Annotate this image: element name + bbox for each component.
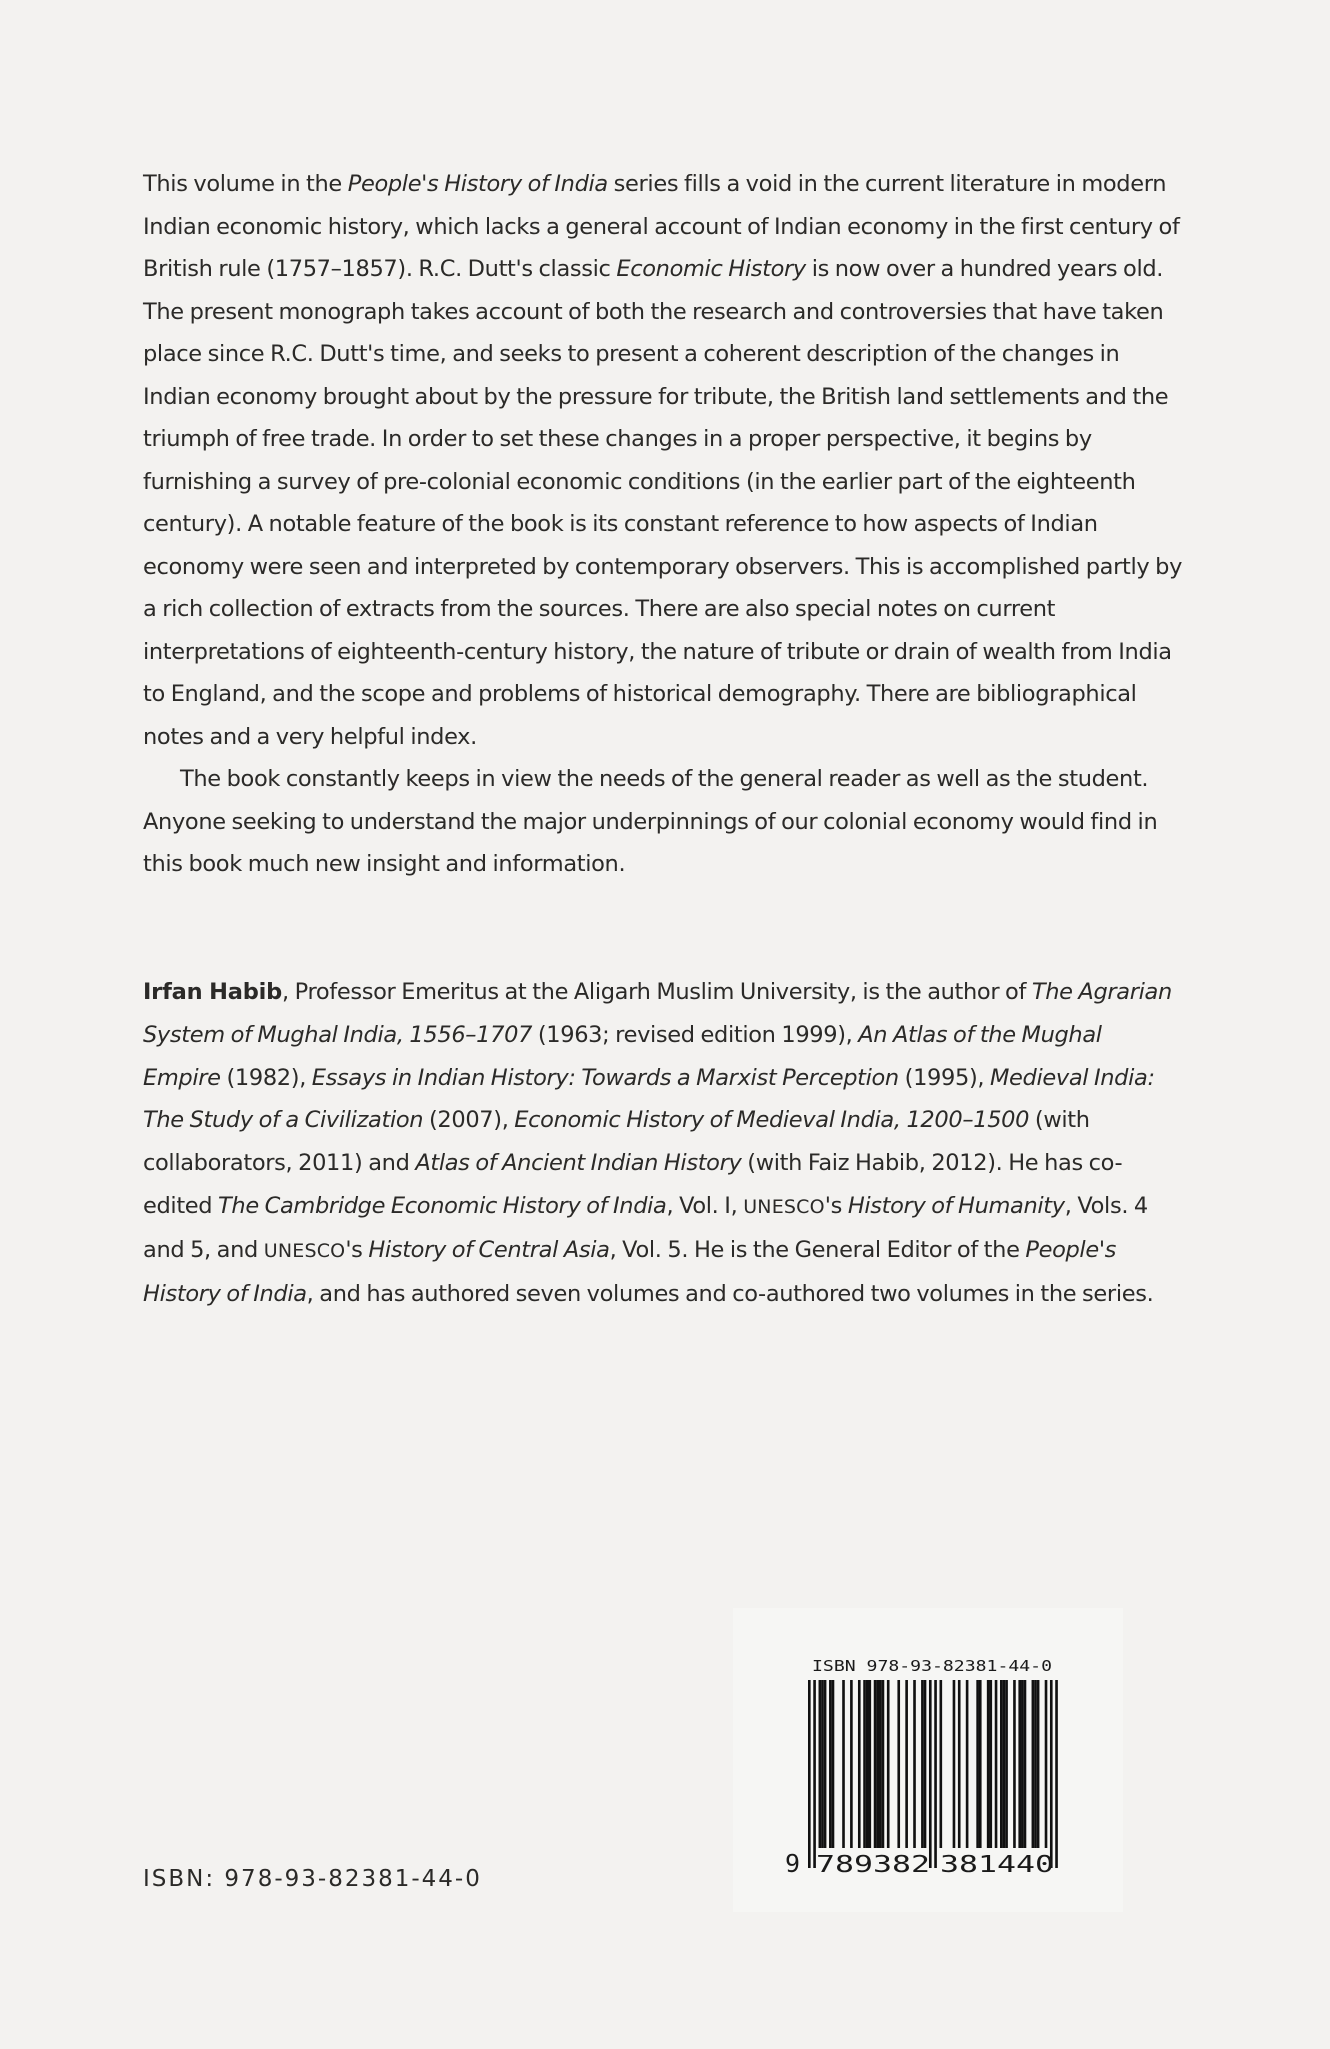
text-run: , Vol. I, [666, 1192, 744, 1219]
barcode-top-label: ISBN 978-93-82381-44-0 [812, 1657, 1052, 1675]
text-run: This volume in the [143, 171, 348, 197]
italic-title: People's History of India [143, 1236, 1117, 1307]
barcode-bar [1055, 1680, 1058, 1868]
barcode-bar [953, 1680, 956, 1848]
barcode-bar [1034, 1680, 1037, 1848]
barcode-bar [1024, 1680, 1027, 1848]
barcode-bar [987, 1680, 990, 1848]
barcode-bar [829, 1680, 832, 1848]
barcode-bar [1000, 1680, 1003, 1848]
barcode-bar [882, 1680, 885, 1848]
barcode-bar [887, 1680, 890, 1848]
text-run: (1982), [220, 1064, 312, 1091]
barcode-left-digits: 789382 [816, 1852, 930, 1878]
italic-title: History of Humanity [847, 1192, 1065, 1219]
barcode-bar [868, 1680, 871, 1848]
barcode-bar [1032, 1680, 1035, 1848]
barcode-bar [976, 1680, 979, 1848]
text-run: (1995), [898, 1064, 990, 1091]
text-run: 's [824, 1192, 848, 1219]
back-cover-blurb [143, 163, 1183, 886]
barcode-bar [989, 1680, 992, 1848]
barcode-bar [940, 1680, 943, 1848]
barcode-bar [995, 1680, 998, 1848]
text-run: UNESCO [743, 1195, 825, 1218]
text-run: , Professor Emeritus at the Aligarh Muslim University, is the author of [282, 979, 1032, 1005]
barcode-bar [879, 1680, 882, 1848]
barcode-bar [819, 1680, 822, 1848]
barcode-bar [858, 1680, 861, 1848]
italic-title: History of Central Asia [368, 1236, 610, 1263]
barcode-bar [929, 1680, 932, 1868]
barcode-bar [1005, 1680, 1008, 1848]
italic-title: Medieval India: The Study of a Civilization [143, 1064, 1155, 1134]
text-run: (with Faiz Habib, 2012). He has co-edited [143, 1150, 1123, 1219]
isbn-barcode [733, 1608, 1123, 1912]
italic-title: An Atlas of the Mughal Empire [143, 1021, 1102, 1091]
barcode-bar [863, 1680, 866, 1848]
barcode-bar [958, 1680, 961, 1848]
barcode-bar [1045, 1680, 1048, 1848]
barcode-lead-digit: 9 [785, 1849, 801, 1878]
barcode-bar [821, 1680, 824, 1848]
barcode-bar [966, 1680, 969, 1848]
barcode-bar [842, 1680, 845, 1848]
barcode-bar [866, 1680, 869, 1848]
barcode-bar [921, 1680, 924, 1848]
barcode-bar [1003, 1680, 1006, 1848]
barcode-bar [913, 1680, 916, 1848]
barcode-bar [1037, 1680, 1040, 1848]
italic-title: The Agrarian System of Mughal India, 1556–1707 [143, 979, 1172, 1048]
italic-title: Atlas of Ancient Indian History [415, 1150, 742, 1177]
barcode-bar [1018, 1680, 1021, 1848]
barcode-bar [979, 1680, 982, 1848]
text-run: (1963; revised edition 1999), [532, 1021, 859, 1048]
barcode-bar [850, 1680, 853, 1848]
barcode-bar [1013, 1680, 1016, 1848]
author-bio-paragraph [143, 971, 1183, 1315]
barcode-bar [1050, 1680, 1053, 1868]
text-run: series fills a void in the current literature in modern Indian economic history, which lacks a general account of Indian economy in the first century of British rule (1757–1857). R.C. Dutt's classic [143, 171, 1180, 282]
italic-title: Essays in Indian History: Towards a Marxist Perception [311, 1064, 899, 1091]
italic-title: People's History of India [347, 171, 608, 197]
italic-title: Economic History [616, 256, 806, 282]
italic-title: Economic History of Medieval India, 1200–1500 [514, 1107, 1030, 1134]
barcode-bar [924, 1680, 927, 1848]
barcode-bar [1021, 1680, 1024, 1848]
barcode-graphic [733, 1608, 1123, 1912]
text-run: (with collaborators, 2011) and [143, 1107, 1090, 1177]
barcode-bar [905, 1680, 908, 1848]
author-name: Irfan Habib [143, 979, 283, 1005]
text-run: UNESCO [263, 1239, 346, 1262]
author-bio [143, 971, 1183, 1315]
isbn-footer: ISBN: 978-93-82381-44-0 [143, 1866, 482, 1892]
barcode-bar [808, 1680, 811, 1868]
italic-title: The Cambridge Economic History of India [218, 1192, 667, 1219]
barcode-bar [897, 1680, 900, 1848]
barcode-bar [832, 1680, 835, 1848]
blurb-paragraph-2: The book constantly keeps in view the needs of the general reader as well as the student. Anyone seeking to understand the major underpinnings of our colonial economy would find in this book much new insight and information. [143, 766, 1158, 877]
barcode-right-digits: 381440 [940, 1852, 1054, 1878]
text-run: (2007), [423, 1107, 515, 1134]
text-run: 's [345, 1236, 369, 1263]
blurb-paragraph-1 [143, 163, 1183, 758]
barcode-bar [876, 1680, 879, 1848]
text-run: , and has authored seven volumes and co-authored two volumes in the series. [306, 1280, 1154, 1307]
barcode-bars [808, 1680, 1058, 1868]
barcode-bar [813, 1680, 816, 1868]
barcode-bar [824, 1680, 827, 1848]
barcode-bar [934, 1680, 937, 1868]
text-run: is now over a hundred years old. The present monograph takes account of both the research and controversies that have taken place since R.C. Dutt's time, and seeks to present a coherent description of the changes in Indian economy brought about by the pressure for tribute, the British land settlements and the triumph of free trade. In order to set these changes in a proper perspective, it begins by furnishing a survey of pre-colonial economic conditions (in the earlier part of the eighteenth century). A notable feature of the book is its constant reference to how aspects of Indian economy were seen and interpreted by contemporary observers. This is accomplished partly by a rich collection of extracts from the sources. There are also special notes on current interpretations of eighteenth-century history, the nature of tribute or drain of wealth from India to England, and the scope and problems of historical demography. There are bibliographical notes and a very helpful index. [143, 256, 1183, 750]
text-run: , Vol. 5. He is the General Editor of the [609, 1236, 1026, 1263]
barcode-bar [874, 1680, 877, 1848]
text-run: , Vols. 4 and 5, and [143, 1192, 1148, 1263]
